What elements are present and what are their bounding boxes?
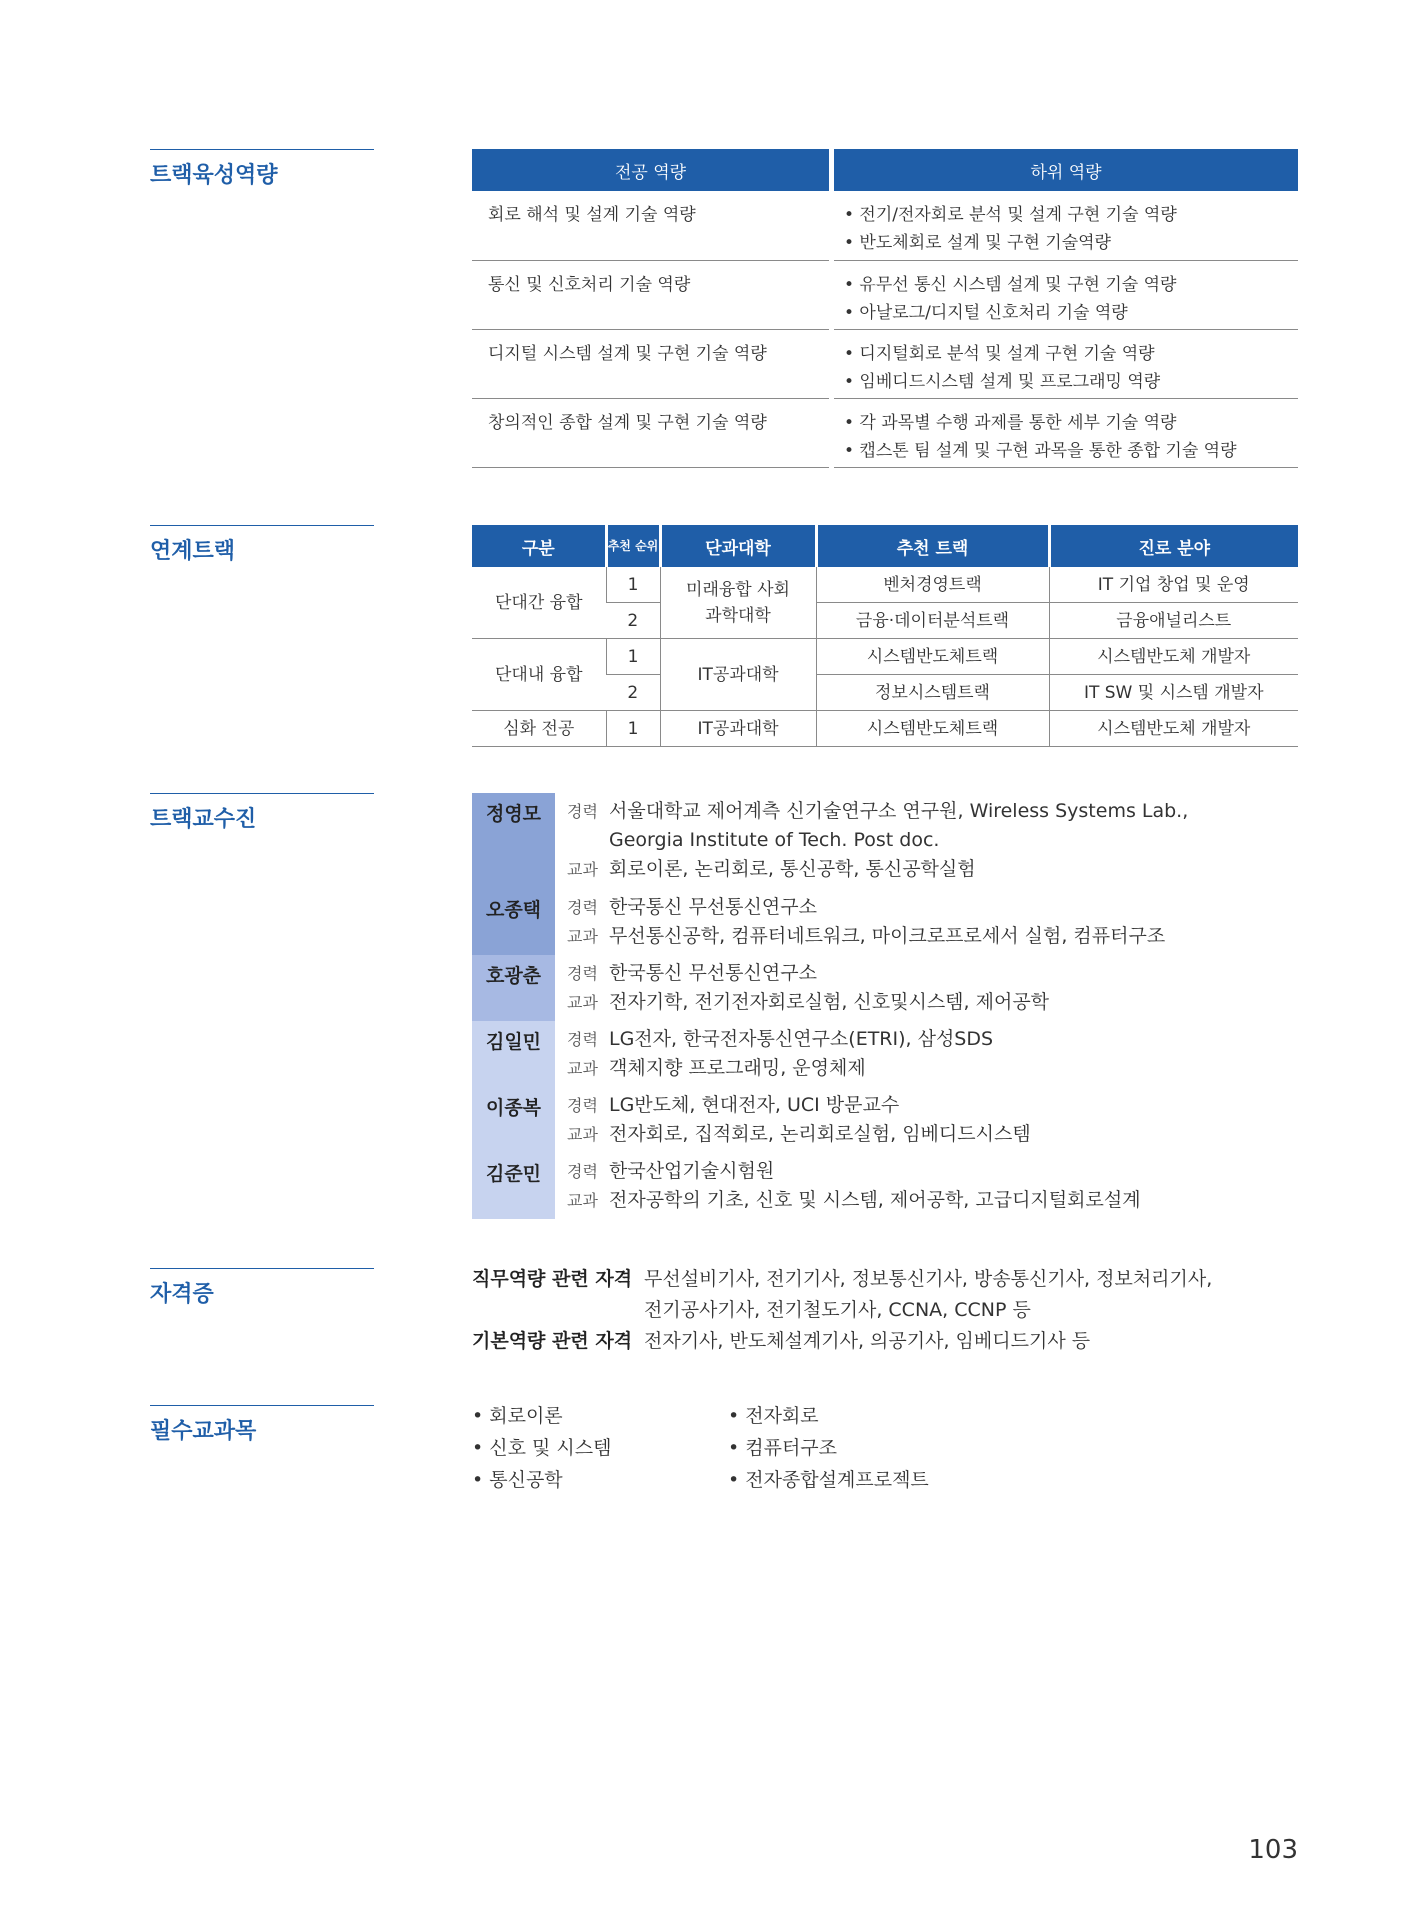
course-item: • 전자종합설계프로젝트 bbox=[728, 1469, 929, 1491]
section-title-linked-track: 연계트랙 bbox=[150, 525, 374, 565]
professor-career: LG반도체, 현대전자, UCI 방문교수 bbox=[609, 1094, 900, 1116]
professor-name: 이종복 bbox=[472, 1087, 555, 1153]
college-cell: 미래융합 사회과학대학 bbox=[660, 567, 816, 639]
professor-name: 정영모 bbox=[472, 793, 555, 889]
professor-entry bbox=[472, 1087, 1298, 1153]
table-row bbox=[472, 329, 1298, 398]
header-rank: 추천 순위 bbox=[606, 525, 660, 567]
major-competency: 창의적인 종합 설계 및 구현 기술 역량 bbox=[472, 398, 832, 467]
linked-track-table bbox=[472, 525, 1298, 747]
course-item: • 컴퓨터구조 bbox=[728, 1437, 838, 1459]
professor-name: 오종택 bbox=[472, 889, 555, 955]
basic-cert-value: 전자기사, 반도체설계기사, 의공기사, 임베디드기사 등 bbox=[644, 1330, 1091, 1352]
track-cell: 시스템반도체트랙 bbox=[816, 711, 1049, 747]
sub-competency bbox=[832, 329, 1299, 398]
section-title-required-courses: 필수교과목 bbox=[150, 1405, 374, 1445]
professor-career: 한국산업기술시험원 bbox=[609, 1160, 775, 1182]
track-cell: 벤처경영트랙 bbox=[816, 567, 1049, 603]
track-cell: 금융·데이터분석트랙 bbox=[816, 603, 1049, 639]
section-title-competency: 트랙육성역량 bbox=[150, 149, 374, 189]
competency-table bbox=[472, 149, 1298, 468]
header-sub-competency: 하위 역량 bbox=[832, 149, 1299, 191]
professor-courses: 무선통신공학, 컴퓨터네트워크, 마이크로프로세서 실험, 컴퓨터구조 bbox=[609, 925, 1166, 947]
rank-cell: 2 bbox=[606, 603, 660, 639]
college-cell: IT공과대학 bbox=[660, 639, 816, 711]
major-competency: 디지털 시스템 설계 및 구현 기술 역량 bbox=[472, 329, 832, 398]
college-cell: IT공과대학 bbox=[660, 711, 816, 747]
certifications bbox=[472, 1264, 1298, 1357]
professor-entry bbox=[472, 889, 1298, 955]
course-item: • 신호 및 시스템 bbox=[472, 1437, 612, 1459]
course-item: • 전자회로 bbox=[728, 1405, 819, 1427]
header-career: 진로 분야 bbox=[1049, 525, 1298, 567]
professor-entry bbox=[472, 793, 1298, 889]
course-tag: 교과 bbox=[567, 1125, 598, 1144]
section-title-certifications: 자격증 bbox=[150, 1268, 374, 1308]
rank-cell: 2 bbox=[606, 675, 660, 711]
career-tag: 경력 bbox=[567, 898, 598, 917]
sub-competency-item: • 반도체회로 설계 및 구현 기술역량 bbox=[844, 233, 1111, 253]
sub-competency bbox=[832, 398, 1299, 467]
course-tag: 교과 bbox=[567, 1191, 598, 1210]
professor-career: LG전자, 한국전자통신연구소(ETRI), 삼성SDS bbox=[609, 1028, 994, 1050]
track-cell: 시스템반도체트랙 bbox=[816, 639, 1049, 675]
category-cell: 심화 전공 bbox=[472, 711, 606, 747]
table-row bbox=[472, 567, 1298, 603]
career-cell: 시스템반도체 개발자 bbox=[1049, 711, 1298, 747]
professor-entry bbox=[472, 955, 1298, 1021]
professor-courses: 전자공학의 기초, 신호 및 시스템, 제어공학, 고급디지털회로설계 bbox=[609, 1189, 1141, 1211]
professor-career: 한국통신 무선통신연구소 bbox=[609, 896, 817, 918]
professor-entry bbox=[472, 1153, 1298, 1219]
sub-competency-item: • 유무선 통신 시스템 설계 및 구현 기술 역량 bbox=[844, 274, 1177, 295]
professor-entry bbox=[472, 1021, 1298, 1087]
course-tag: 교과 bbox=[567, 993, 598, 1012]
rank-cell: 1 bbox=[606, 639, 660, 675]
track-cell: 정보시스템트랙 bbox=[816, 675, 1049, 711]
sub-competency-item: • 전기/전자회로 분석 및 설계 구현 기술 역량 bbox=[844, 205, 1177, 225]
header-track: 추천 트랙 bbox=[816, 525, 1049, 567]
career-tag: 경력 bbox=[567, 964, 598, 983]
career-cell: IT 기업 창업 및 운영 bbox=[1049, 567, 1298, 603]
course-item: • 통신공학 bbox=[472, 1469, 563, 1491]
table-row bbox=[472, 260, 1298, 329]
table-row bbox=[472, 398, 1298, 467]
header-major-competency: 전공 역량 bbox=[472, 149, 832, 191]
career-cell: 금융애널리스트 bbox=[1049, 603, 1298, 639]
professor-career: Georgia Institute of Tech. Post doc. bbox=[609, 829, 940, 851]
course-tag: 교과 bbox=[567, 860, 598, 879]
category-cell: 단대내 융합 bbox=[472, 639, 606, 711]
job-cert-line: 전기공사기사, 전기철도기사, CCNA, CCNP 등 bbox=[644, 1299, 1031, 1321]
rank-cell: 1 bbox=[606, 711, 660, 747]
job-cert-label: 직무역량 관련 자격 bbox=[472, 1268, 633, 1290]
page-number: 103 bbox=[1248, 1835, 1298, 1865]
professor-name: 김준민 bbox=[472, 1153, 555, 1219]
course-item: • 회로이론 bbox=[472, 1405, 563, 1427]
major-competency: 회로 해석 및 설계 기술 역량 bbox=[472, 191, 832, 260]
table-row bbox=[472, 711, 1298, 747]
header-college: 단과대학 bbox=[660, 525, 816, 567]
basic-cert-label: 기본역량 관련 자격 bbox=[472, 1330, 633, 1352]
category-cell: 단대간 융합 bbox=[472, 567, 606, 639]
career-cell: 시스템반도체 개발자 bbox=[1049, 639, 1298, 675]
table-row bbox=[472, 639, 1298, 675]
sub-competency bbox=[832, 191, 1299, 260]
job-cert-line: 무선설비기사, 전기기사, 정보통신기사, 방송통신기사, 정보처리기사, bbox=[644, 1268, 1213, 1290]
professor-courses: 전자회로, 집적회로, 논리회로실험, 임베디드시스템 bbox=[609, 1123, 1031, 1145]
major-competency: 통신 및 신호처리 기술 역량 bbox=[472, 260, 832, 329]
sub-competency-item: • 캡스톤 팀 설계 및 구현 과목을 통한 종합 기술 역량 bbox=[844, 440, 1237, 461]
sub-competency-item: • 각 과목별 수행 과제를 통한 세부 기술 역량 bbox=[844, 412, 1177, 433]
faculty-list bbox=[472, 793, 1298, 1219]
career-tag: 경력 bbox=[567, 1096, 598, 1115]
career-cell: IT SW 및 시스템 개발자 bbox=[1049, 675, 1298, 711]
professor-name: 호광춘 bbox=[472, 955, 555, 1021]
professor-career: 서울대학교 제어계측 신기술연구소 연구원, Wireless Systems Lab., bbox=[609, 800, 1189, 822]
career-tag: 경력 bbox=[567, 802, 598, 821]
rank-cell: 1 bbox=[606, 567, 660, 603]
career-tag: 경력 bbox=[567, 1162, 598, 1181]
sub-competency bbox=[832, 260, 1299, 329]
job-cert-value bbox=[644, 1264, 1212, 1326]
section-title-faculty: 트랙교수진 bbox=[150, 793, 374, 833]
sub-competency-item: • 아날로그/디지털 신호처리 기술 역량 bbox=[844, 302, 1128, 323]
professor-courses: 회로이론, 논리회로, 통신공학, 통신공학실험 bbox=[609, 858, 976, 880]
sub-competency-item: • 디지털회로 분석 및 설계 구현 기술 역량 bbox=[844, 343, 1155, 364]
career-tag: 경력 bbox=[567, 1030, 598, 1049]
course-tag: 교과 bbox=[567, 927, 598, 946]
professor-courses: 객체지향 프로그래밍, 운영체제 bbox=[609, 1057, 866, 1079]
professor-career: 한국통신 무선통신연구소 bbox=[609, 962, 817, 984]
professor-courses: 전자기학, 전기전자회로실험, 신호및시스템, 제어공학 bbox=[609, 991, 1050, 1013]
table-row bbox=[472, 191, 1298, 260]
sub-competency-item: • 임베디드시스템 설계 및 프로그래밍 역량 bbox=[844, 371, 1161, 392]
course-tag: 교과 bbox=[567, 1059, 598, 1078]
professor-name: 김일민 bbox=[472, 1021, 555, 1087]
header-category: 구분 bbox=[472, 525, 606, 567]
